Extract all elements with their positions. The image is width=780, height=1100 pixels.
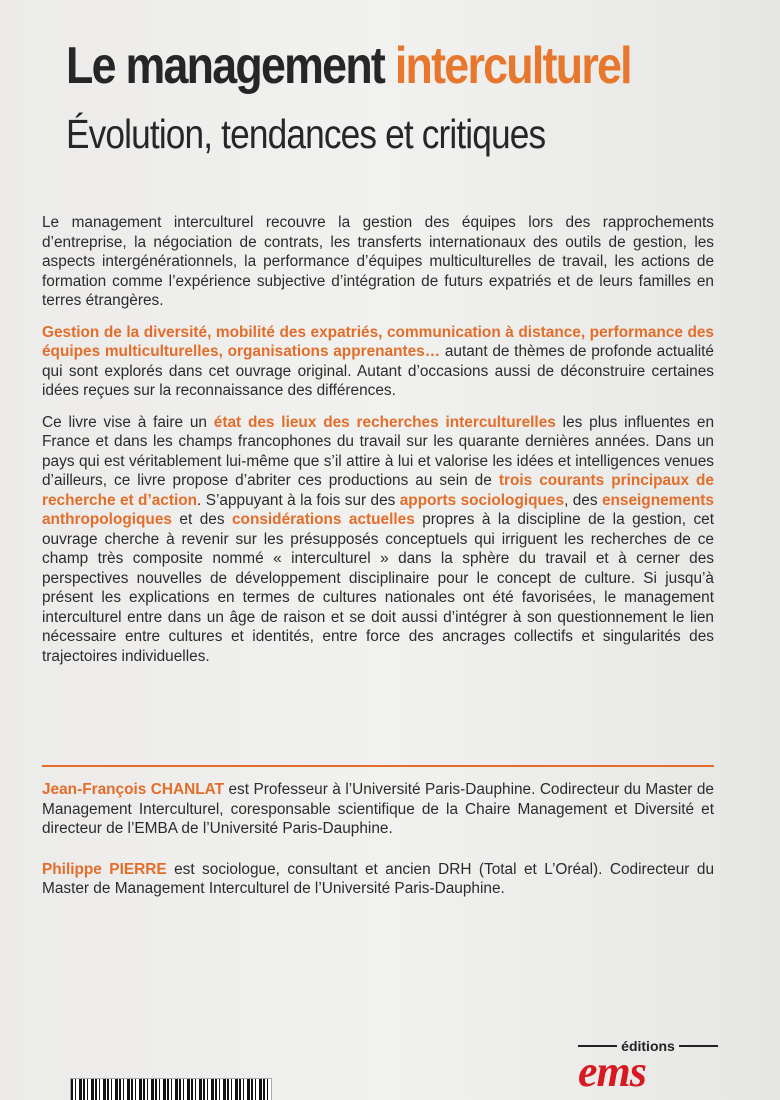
p3-text-5: et des xyxy=(171,511,232,528)
title-accent: interculturel xyxy=(394,37,631,95)
blurb-paragraph-3 xyxy=(42,413,714,667)
p3-text-4: , des xyxy=(564,491,602,509)
publisher-label: éditions xyxy=(621,1038,675,1054)
blurb xyxy=(42,213,714,678)
p3-text-2: les plus influentes en France et dans les champs francophones du travail sur les quarante dernières années. Dans un pays qui est véritablement lui-même que s’il attire à lui et valorise les idées et intelligences venues d’ailleurs, ce livre propose d’abriter ces productions au sein de xyxy=(42,413,715,489)
p3-text-1: Ce livre vise à faire un xyxy=(42,413,214,431)
blurb-paragraph-2 xyxy=(42,323,714,401)
highlight-trois-courants: trois courants principaux de recherche et d’action xyxy=(42,472,714,509)
author-bios xyxy=(42,780,714,920)
section-divider xyxy=(42,765,714,767)
author-name-2: Philippe PIERRE xyxy=(42,860,167,878)
highlight-enseignements: enseignements anthropologiques xyxy=(42,491,714,528)
highlight-themes: Gestion de la diversité, mobilité des expatriés, communication à distance, performance des équipes multiculturelles, organisations apprenantes… xyxy=(42,323,714,360)
book-subtitle: Évolution, tendances et critiques xyxy=(66,111,546,157)
p3-text-3: . S’appuyant à la fois sur des xyxy=(197,491,400,509)
author-text-1: est Professeur à l’Université Paris-Dauphine. Codirecteur du Master de Management Interculturel, coresponsable scientifique de la Chaire Management et Diversité et directeur de l’EMBA de l’Université Paris-Dauphine. xyxy=(42,781,714,837)
title-main: Le management xyxy=(66,37,385,95)
book-title xyxy=(66,38,631,95)
publisher-line-right xyxy=(679,1045,718,1047)
highlight-apports: apports sociologiques xyxy=(399,491,565,509)
highlight-considerations: considérations actuelles xyxy=(231,511,415,528)
highlight-etat-des-lieux: état des lieux des recherches interculturelles xyxy=(213,413,556,431)
blurb-paragraph-2-text: autant de thèmes de profonde actualité qui sont explorés dans cet ouvrage original. Autant d’occasions aussi de déconstruire certaines idées reçues sur la reconnaissance des différences. xyxy=(42,343,714,399)
author-name-1: Jean-François CHANLAT xyxy=(42,781,225,798)
blurb-paragraph-1: Le management interculturel recouvre la gestion des équipes lors des rapprochements d’entreprise, la négociation de contrats, les transferts internationaux des outils de gestion, les aspects intergénérationnels, la performance d’équipes multiculturelles de travail, les actions de formation comme l’expérience subjective d’intégration de futurs expatriés et de leurs familles en terres étrangères. xyxy=(42,214,714,309)
p3-text-6: propres à la discipline de la gestion, cet ouvrage cherche à revenir sur les présupposés conceptuels qui irriguent les recherches de ce champ très composite nommé « interculturel » dans la sphère du travail et à cerner des perspectives nouvelles de développement disciplinaire pour le concept de culture. Si jusqu’à présent les explications en termes de cultures nationales ont été favorisées, le management interculturel entre dans un âge de raison et se doit aussi d’intégrer à son questionnement le lien nécessaire entre cultures et identités, entre force des ancrages collectifs et singularités des trajectoires individuelles. xyxy=(42,511,714,665)
author-bio-1 xyxy=(42,780,714,839)
ems-logo: ems xyxy=(578,1047,646,1096)
barcode xyxy=(70,1078,272,1100)
publisher-logo xyxy=(578,1038,718,1096)
author-text-2: est sociologue, consultant et ancien DRH (Total et L’Oréal). Codirecteur du Master de Management Interculturel de l’Université Paris-Dauphine. xyxy=(42,860,715,897)
author-bio-2 xyxy=(42,860,714,899)
